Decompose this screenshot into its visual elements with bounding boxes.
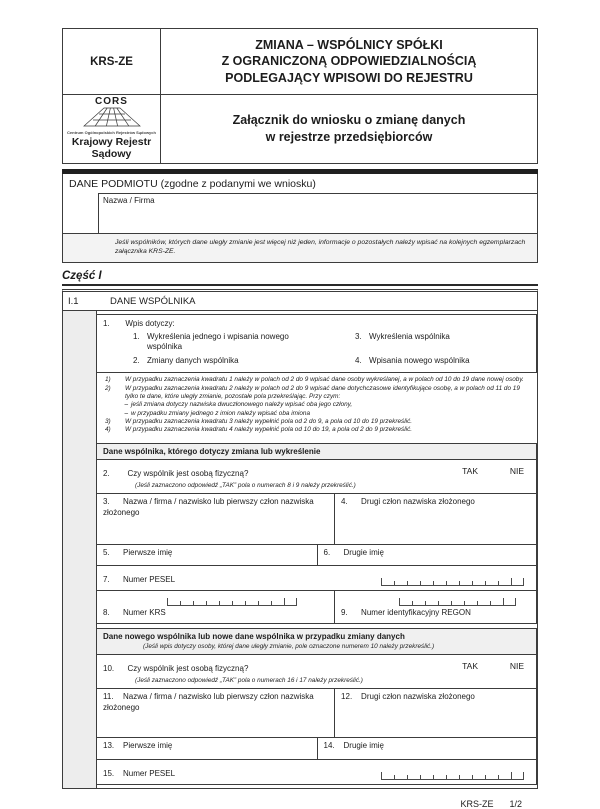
field-13-pierwsze-imie[interactable]: 13. Pierwsze imię: [103, 741, 173, 751]
field-2-tak-option[interactable]: TAK: [462, 466, 478, 477]
subheader-new-partner: Dane nowego wspólnika lub nowe dane wspólnika w przypadku zmiany danych (Jeśli wpis dotyczy osoby, której dane uległy zmianie, pole oznaczone numerem 10 należy przekreślić.): [96, 628, 537, 655]
form-subtitle-line1: Załącznik do wniosku o zmianę danych: [232, 112, 466, 127]
field-10-nie-option[interactable]: NIE: [509, 661, 524, 672]
field-8-krs-boxes[interactable]: [167, 598, 328, 606]
section-title: DANE WSPÓLNIKA: [110, 296, 196, 308]
field-2-nie-option[interactable]: NIE: [509, 466, 524, 477]
footnote-2: 2) W przypadku zaznaczenia kwadratu 2 należy w polach od 2 do 9 wpisać dane dotychczasowe identyfikujące osobę, a w polach od 11 do 19 tylko te dane, które uległy zmianie, pozostałe pola przekreślając. Przy czym:: [105, 384, 520, 400]
field-14-drugie-imie[interactable]: 14. Drugie imię: [317, 738, 537, 759]
section-i1: [62, 289, 538, 789]
subheader-new-partner-note: (Jeśli wpis dotyczy osoby, której dane uległy zmianie, pole oznaczone numerem 10 należy przekreślić.): [143, 643, 435, 651]
entity-data-section: [62, 174, 538, 264]
form-title: [161, 29, 538, 95]
footnote-2-sub1: – jeśli zmiana dotyczy nazwiska dwuczłonowego należy wpisać oba jego człony,: [124, 401, 353, 409]
form-title-line1: ZMIANA – WSPÓLNICY SPÓŁKI: [255, 37, 443, 52]
footnotes: [97, 373, 537, 438]
fields-8-9: [96, 590, 537, 624]
cors-logo-caption: Centrum Ogólnopolskich Rejestrów Sądowych: [67, 130, 156, 135]
footnote-4: 4) W przypadku zaznaczenia kwadratu 4 należy wypełnić pola od 10 do 19, a pola od 2 do 9 przekreślić.: [105, 426, 413, 434]
field-8-numer-krs: 8. Numer KRS: [97, 591, 334, 623]
footnote-2-sub2: – w przypadku zmiany jednego z imion należy wpisać oba imiona: [124, 409, 311, 417]
field-12-drugi-czlon[interactable]: 12. Drugi człon nazwiska złożonego: [334, 689, 536, 737]
fields-11-12: [96, 688, 537, 738]
cors-logo-text: CORS: [95, 96, 128, 107]
entity-note: Jeśli wspólników, których dane uległy zmianie jest więcej niż jeden, informacje o pozostałych należy wpisać na kolejnych egzemplarzach załącznika KRS-ZE.: [63, 233, 537, 263]
org-name: Krajowy Rejestr Sądowy: [71, 136, 152, 160]
subheader-existing-partner: Dane wspólnika, którego dotyczy zmiana lub wykreślenie: [96, 443, 537, 460]
fields-5-6: [96, 544, 537, 566]
field-1-label: Wpis dotyczy:: [125, 319, 175, 329]
footnote-1: 1) W przypadku zaznaczenia kwadratu 1 należy w polach od 2 do 9 wpisać dane osoby wykreślanej, a w polach od 10 do 19 dane nowej osoby.: [105, 376, 524, 384]
footer-page-number: 1/2: [509, 799, 522, 809]
name-firma-label: Nazwa / Firma: [103, 195, 155, 205]
form-code: KRS-ZE: [63, 29, 161, 95]
field-9-regon-boxes[interactable]: [399, 598, 516, 606]
option-zmiana-danych[interactable]: 2. Zmiany danych wspólnika: [133, 356, 239, 366]
field-3-nazwa-firma[interactable]: 3. Nazwa / firma / nazwisko lub pierwszy człon nazwiska złożonego: [103, 497, 314, 517]
form-subtitle: [161, 95, 538, 164]
field-2-note: (Jeśli zaznaczono odpowiedź „TAK” pola o numerach 8 i 9 należy przekreślić.): [135, 482, 356, 490]
form-subtitle-line2: w rejestrze przedsiębiorców: [265, 129, 433, 144]
entity-section-title: DANE PODMIOTU (zgodne z podanymi we wniosku): [69, 177, 316, 190]
logo-cell: [63, 95, 161, 164]
cors-grid-logo-icon: [81, 107, 143, 127]
left-margin-strip: [63, 311, 97, 788]
field-10-note: (Jeśli zaznaczono odpowiedź „TAK” pola o numerach 16 i 17 należy przekreślić.): [135, 677, 363, 685]
field-4-drugi-czlon[interactable]: 4. Drugi człon nazwiska złożonego: [334, 494, 536, 544]
option-wykreslenie-i-wpisanie[interactable]: 1. Wykreślenia jednego i wpisania nowego wspólnika: [133, 332, 289, 352]
field-15-pesel-boxes[interactable]: [381, 772, 524, 780]
footer-form-code: KRS-ZE: [460, 799, 494, 809]
option-wpisanie-nowego[interactable]: 4. Wpisania nowego wspólnika: [355, 356, 470, 366]
fields-3-4: [96, 493, 537, 545]
page-footer: [62, 799, 538, 809]
section-i1-header: [63, 292, 537, 311]
field-11-nazwa-firma[interactable]: 11. Nazwa / firma / nazwisko lub pierwszy człon nazwiska złożonego: [103, 692, 314, 712]
section-number: I.1: [68, 296, 79, 308]
form-title-line3: PODLEGAJĄCY WPISOWI DO REJESTRU: [225, 70, 473, 85]
field-7-pesel-boxes[interactable]: [381, 578, 524, 586]
field-5-pierwsze-imie[interactable]: 5. Pierwsze imię: [103, 548, 173, 558]
field-10-osoba-fizyczna: 10. Czy wspólnik jest osobą fizyczną? (Jeśli zaznaczono odpowiedź „TAK” pola o numerach 16 i 17 należy przekreślić.) TAK NIE: [96, 654, 537, 689]
footnote-3: 3) W przypadku zaznaczenia kwadratu 3 należy wypełnić pola od 2 do 9, a pola od 10 do 19 przekreślić.: [105, 417, 413, 425]
field-15-numer-pesel: 15. Numer PESEL: [96, 759, 537, 785]
fields-13-14: [96, 737, 537, 760]
name-firma-field[interactable]: [98, 193, 537, 233]
field-1-number: 1.: [103, 319, 110, 329]
option-wykreslenie-wspolnika[interactable]: 3. Wykreślenia wspólnika: [355, 332, 450, 342]
field-6-drugie-imie[interactable]: 6. Drugie imię: [317, 545, 537, 565]
field-2-osoba-fizyczna: 2. Czy wspólnik jest osobą fizyczną? (Jeśli zaznaczono odpowiedź „TAK” pola o numerach 8 i 9 należy przekreślić.) TAK NIE: [96, 459, 537, 494]
field-7-numer-pesel: 7. Numer PESEL: [96, 565, 537, 591]
form-title-line2: Z OGRANICZONĄ ODPOWIEDZIALNOŚCIĄ: [221, 54, 477, 69]
field-1-wpis-dotyczy: [96, 314, 537, 373]
name-firma-input[interactable]: [103, 205, 533, 217]
field-10-tak-option[interactable]: TAK: [462, 661, 478, 672]
field-9-numer-regon: 9. Numer identyfikacyjny REGON: [334, 591, 536, 623]
part1-title: Część I: [62, 270, 538, 286]
form-header: [62, 28, 538, 164]
